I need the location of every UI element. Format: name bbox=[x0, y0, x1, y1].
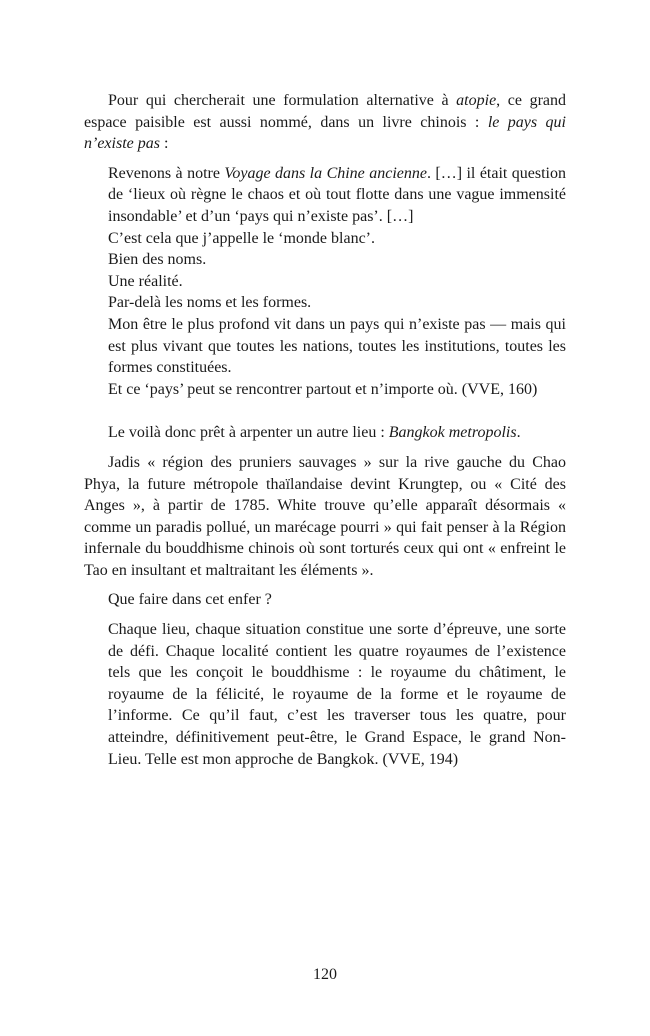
text-run: : bbox=[159, 135, 169, 153]
block-quote-2 bbox=[108, 619, 566, 770]
text-run: , ce grand espace paisible est aussi nommé, dans un livre chinois : bbox=[84, 92, 566, 131]
quote-line: Une réalité. bbox=[108, 272, 183, 290]
page-number: 120 bbox=[313, 966, 337, 983]
text-run: . […] il était question de ‘lieux où règne le chaos et où tout flotte dans une vague immensité insondable’ et d’un ‘pays qui n’existe pas’. […] bbox=[108, 164, 567, 225]
quote-line: Et ce ‘pays’ peut se rencontrer partout et n’importe où. (VVE, 160) bbox=[108, 380, 538, 398]
quote-line bbox=[108, 163, 566, 228]
block-quote-1 bbox=[108, 163, 566, 401]
quote-text: Chaque lieu, chaque situation constitue une sorte d’épreuve, une sorte de défi. Chaque localité contient les quatre royaumes de l’existence tels que les conçoit le bouddhisme : le royaume du châtiment, le royaume de la félicité, le royaume de la forme et le royaume de l’informe. Ce qu’il faut, c’est les traverser tous les quatre, pour atteindre, définitivement peut-être, le Grand Espace, le grand Non-Lieu. Telle est mon approche de Bangkok. (VVE, 194) bbox=[108, 621, 566, 768]
text-run: Pour qui chercherait une formulation alternative à bbox=[108, 92, 457, 109]
paragraph-bangkok bbox=[84, 422, 566, 444]
text-run: Le voilà donc prêt à arpenter un autre lieu : bbox=[108, 424, 389, 442]
quote-line: Mon être le plus profond vit dans un pays qui n’existe pas — mais qui est plus vivant que toutes les nations, toutes les institutions, toutes les formes constituées. bbox=[108, 315, 566, 377]
quote-line: C’est cela que j’appelle le ‘monde blanc’. bbox=[108, 229, 375, 247]
italic-term: atopie bbox=[456, 92, 497, 109]
italic-title: Voyage dans la Chine ancienne bbox=[224, 164, 427, 182]
italic-term: le pays qui n’existe pas bbox=[84, 113, 566, 153]
text-run: Revenons à notre bbox=[108, 164, 225, 182]
italic-term: Bangkok metropolis bbox=[388, 424, 517, 442]
text-run: . bbox=[516, 424, 521, 442]
quote-line: Bien des noms. bbox=[108, 251, 207, 269]
paragraph-intro bbox=[84, 90, 566, 155]
quote-line: Par-delà les noms et les formes. bbox=[108, 294, 312, 312]
page-body bbox=[84, 90, 566, 770]
paragraph-krungtep: Jadis « région des pruniers sauvages » sur la rive gauche du Chao Phya, la future métropole thaïlandaise devint Krungtep, ou « Cité des Anges », à partir de 1785. White trouve qu’elle apparaît désormais « comme un paradis pollué, un marécage pourri » qui fait penser à la Région infernale du bouddhisme chinois où sont torturés ceux qui ont « enfreint le Tao en insultant et maltraitant les éléments ». bbox=[84, 453, 566, 579]
paragraph-question: Que faire dans cet enfer ? bbox=[108, 591, 272, 609]
